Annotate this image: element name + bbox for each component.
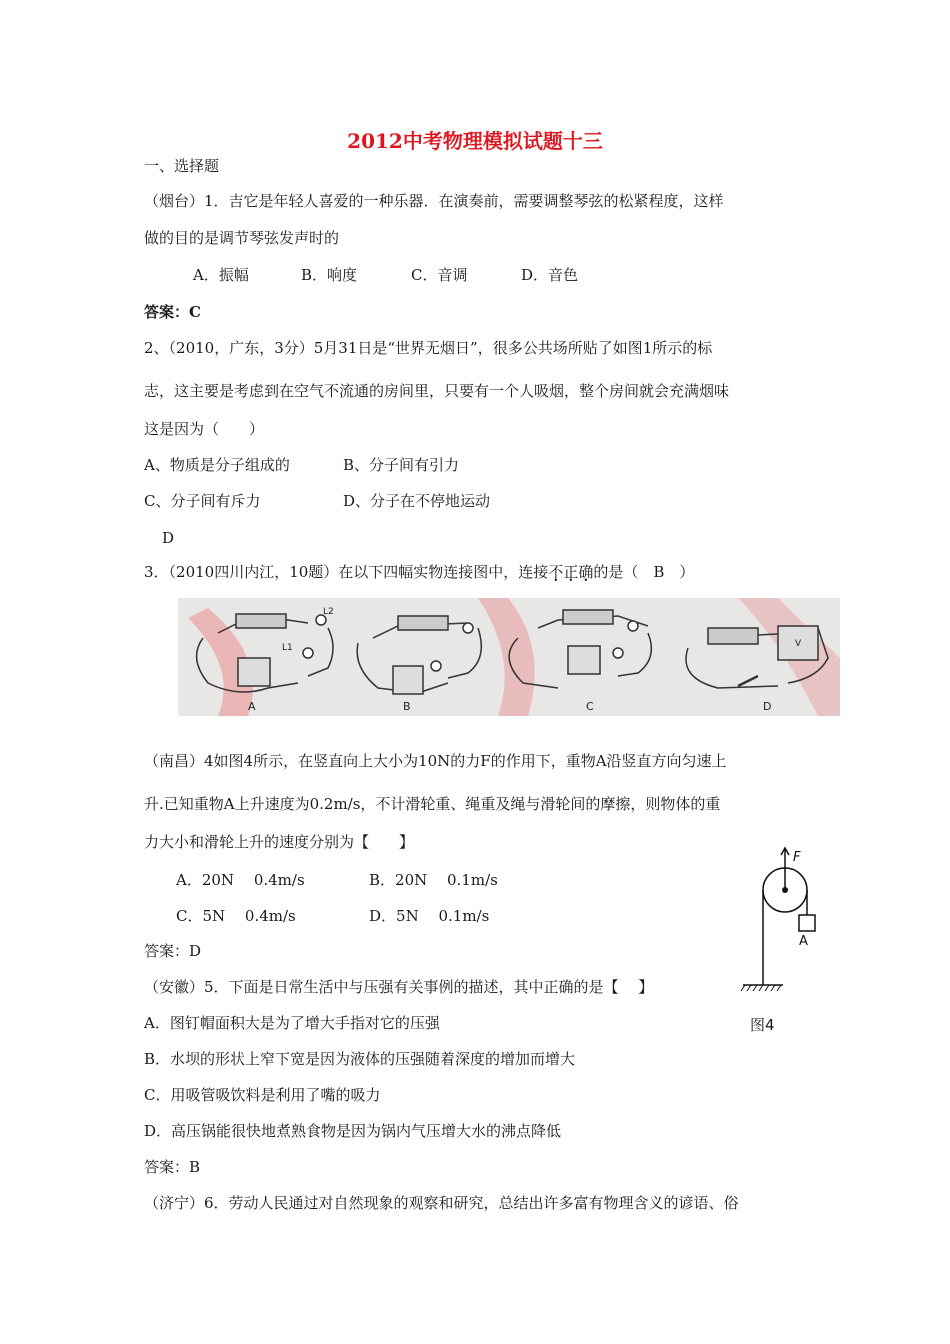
q4-option-b: B．20N 0.1m/s [369, 871, 498, 889]
pulley-figure [735, 845, 835, 1005]
circuit-fig-label: C [586, 700, 594, 713]
q1-stem-line1: （烟台）1．吉它是年轻人喜爱的一种乐器．在演奏前，需要调整琴弦的松紧程度，这样 [144, 192, 724, 210]
q1-option-a: A．振幅 [193, 266, 249, 284]
mass-label: A [799, 934, 808, 949]
q4-stem-line3: 力大小和滑轮上升的速度分别为【 】 [144, 833, 415, 851]
q3-emphasis-char: 不 [548, 563, 564, 581]
q5-stem: （安徽）5．下面是日常生活中与压强有关事例的描述，其中正确的是【 】 [144, 978, 654, 996]
q3-stem-prefix: 3．（2010四川内江，10题）在以下四幅实物连接图中，连接 [144, 563, 549, 581]
q2-stem-line3: 这是因为（ ） [144, 420, 265, 438]
q5-option-d: D．高压锅能很快地煮熟食物是因为锅内气压增大水的沸点降低 [144, 1122, 562, 1140]
circuit-fig-label: A [248, 700, 256, 713]
circuit-label: L1 [282, 643, 293, 653]
q5-option-b: B．水坝的形状上窄下宽是因为液体的压强随着深度的增加而增大 [144, 1050, 576, 1068]
circuit-fig-label: B [403, 700, 411, 713]
q3-stem-suffix: 的是（ B ） [593, 563, 695, 581]
circuit-fig-label: D [763, 700, 772, 713]
page-title: 2012中考物理模拟试题十三 [347, 129, 603, 153]
figure-caption: 图4 [750, 1016, 775, 1034]
q1-option-b: B．响度 [301, 266, 358, 284]
q4-option-d: D．5N 0.1m/s [369, 907, 490, 925]
q4-answer: 答案：D [144, 942, 202, 960]
q3-stem [144, 562, 694, 582]
q2-option-b: B、分子间有引力 [343, 456, 460, 474]
q2-stem-line2: 志，这主要是考虑到在空气不流通的房间里，只要有一个人吸烟，整个房间就会充满烟味 [144, 382, 730, 400]
q1-option-c: C．音调 [411, 266, 468, 284]
q4-stem-line1: （南昌）4如图4所示，在竖直向上大小为10N的力F的作用下，重物A沿竖直方向匀速上 [144, 752, 727, 770]
q1-option-d: D．音色 [521, 266, 579, 284]
q2-option-c: C、分子间有斥力 [144, 492, 261, 510]
q5-option-a: A．图钉帽面积大是为了增大手指对它的压强 [144, 1014, 440, 1032]
q2-stem-line1: 2、（2010，广东，3分）5月31日是“世界无烟日”，很多公共场所贴了如图1所示的标 [144, 339, 713, 357]
circuit-diagrams-image [178, 598, 840, 716]
q1-answer: 答案：C [144, 303, 201, 321]
q4-option-a: A．20N 0.4m/s [176, 871, 305, 889]
q1-stem-line2: 做的目的是调节琴弦发声时的 [144, 229, 340, 247]
q3-emphasis-char: 确 [578, 563, 594, 581]
q5-answer: 答案：B [144, 1158, 201, 1176]
force-label: F [793, 850, 801, 865]
q2-option-a: A、物质是分子组成的 [144, 456, 290, 474]
q2-answer: D [162, 529, 175, 547]
q4-option-c: C．5N 0.4m/s [176, 907, 296, 925]
q3-emphasis-char: 正 [563, 563, 579, 581]
section-heading: 一、选择题 [144, 157, 220, 175]
q5-option-c: C．用吸管吸饮料是利用了嘴的吸力 [144, 1086, 381, 1104]
circuit-label: V [795, 639, 802, 649]
circuit-label: L2 [323, 607, 334, 617]
q2-option-d: D、分子在不停地运动 [343, 492, 491, 510]
q4-stem-line2: 升.已知重物A上升速度为0.2m/s，不计滑轮重、绳重及绳与滑轮间的摩擦，则物体的重 [144, 795, 721, 813]
q6-stem-line1: （济宁）6．劳动人民通过对自然现象的观察和研究，总结出许多富有物理含义的谚语、俗 [144, 1194, 739, 1212]
